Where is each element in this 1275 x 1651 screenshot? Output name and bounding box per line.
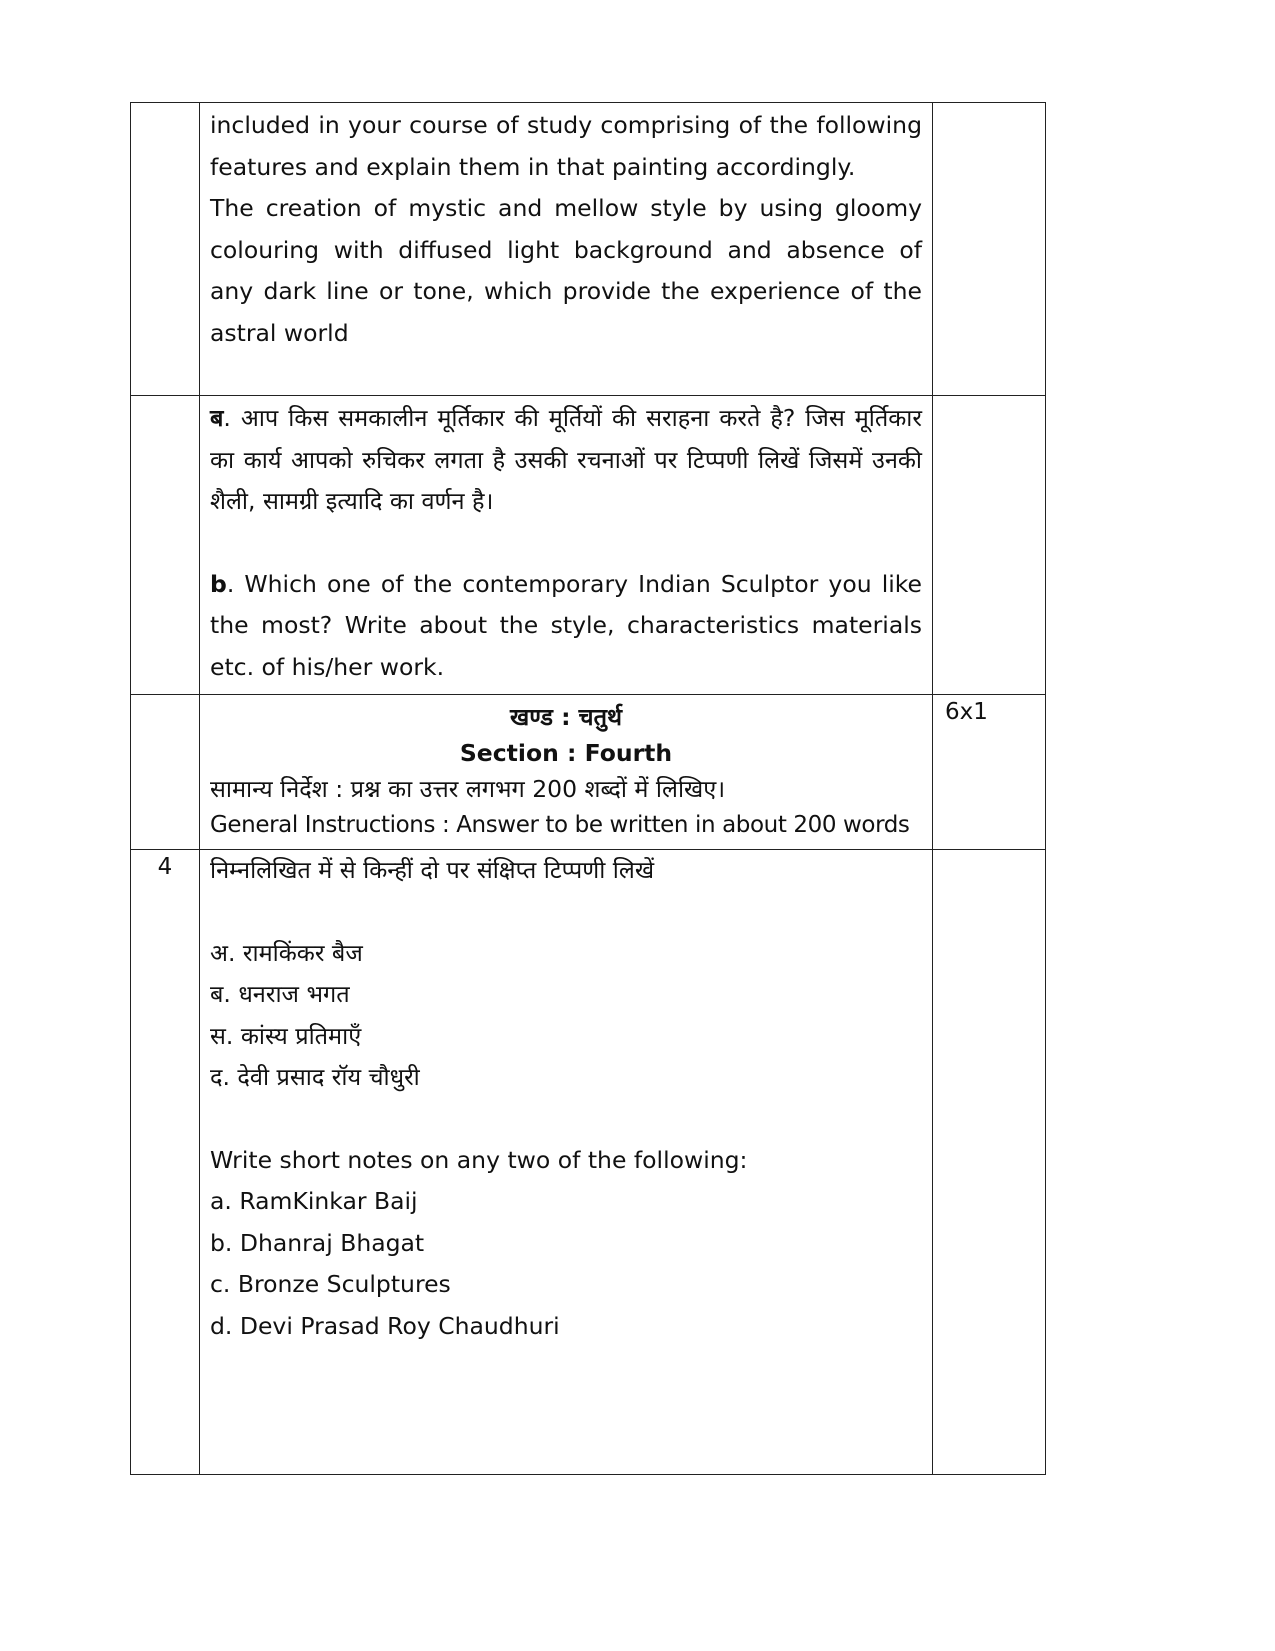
question-number-cell	[131, 103, 200, 396]
marks-cell	[933, 103, 1046, 396]
hindi-question-text: . आप किस समकालीन मूर्तिकार की मूर्तियों की सराहना करते है? जिस मूर्तिकार का कार्य आपको रुचिकर लगता है उसकी रचनाओं पर टिप्पणी लिखें जिसमें उनकी शैली, सामग्री इत्यादि का वर्णन है।	[210, 404, 922, 515]
section-title-hindi: खण्ड : चतुर्थ	[509, 703, 623, 731]
question-number-cell	[131, 695, 200, 850]
marks-cell	[933, 695, 1046, 850]
marks-cell	[933, 396, 1046, 695]
section-title-english: Section : Fourth	[459, 739, 673, 767]
section-marks: 6x1	[945, 699, 988, 725]
hindi-prompt: निम्नलिखित में से किन्हीं दो पर संक्षिप्त टिप्पणी लिखें	[210, 856, 655, 884]
english-question-text: . Which one of the contemporary Indian Sculptor you like the most? Write about the style, characteristics materials etc. of his/her work.	[210, 569, 922, 681]
question-number-cell	[131, 850, 200, 1475]
question-text: included in your course of study comprising of the following features and explain them in that painting accordingly.	[210, 111, 922, 181]
hindi-question	[210, 398, 922, 523]
list-item: ब. धनराज भगत	[210, 980, 350, 1008]
question-paper-table	[130, 102, 1046, 1475]
table-row	[131, 850, 1046, 1475]
list-item: द. देवी प्रसाद रॉय चौधुरी	[210, 1063, 420, 1091]
question-cell	[200, 396, 933, 695]
option-label: b	[210, 569, 227, 598]
section-header-cell	[200, 695, 933, 850]
list-item: स. कांस्य प्रतिमाएँ	[210, 1021, 362, 1050]
list-item: अ. रामकिंकर बैज	[210, 938, 363, 967]
marks-cell	[933, 850, 1046, 1475]
table-row	[131, 695, 1046, 850]
general-instructions-english: General Instructions : Answer to be written in about 200 words	[210, 812, 910, 838]
english-question	[210, 564, 922, 689]
list-item: d. Devi Prasad Roy Chaudhuri	[210, 1311, 560, 1340]
question-cell	[200, 103, 933, 396]
option-label: ब	[210, 404, 224, 432]
question-cell	[200, 850, 933, 1475]
hindi-options-list	[210, 933, 922, 1099]
english-options-list	[210, 1181, 922, 1347]
list-item: a. RamKinkar Baij	[210, 1187, 418, 1215]
list-item: b. Dhanraj Bhagat	[210, 1228, 425, 1257]
table-row	[131, 103, 1046, 396]
question-number: 4	[157, 854, 173, 880]
table-row	[131, 396, 1046, 695]
english-prompt: Write short notes on any two of the following:	[210, 1145, 748, 1174]
question-number-cell	[131, 396, 200, 695]
list-item: c. Bronze Sculptures	[210, 1270, 451, 1298]
question-text: The creation of mystic and mellow style by using gloomy colouring with diffused light background and absence of any dark line or tone, which provide the experience of the astral world	[210, 194, 922, 347]
general-instructions-hindi: सामान्य निर्देश : प्रश्न का उत्तर लगभग 200 शब्दों में लिखिए।	[210, 775, 726, 803]
